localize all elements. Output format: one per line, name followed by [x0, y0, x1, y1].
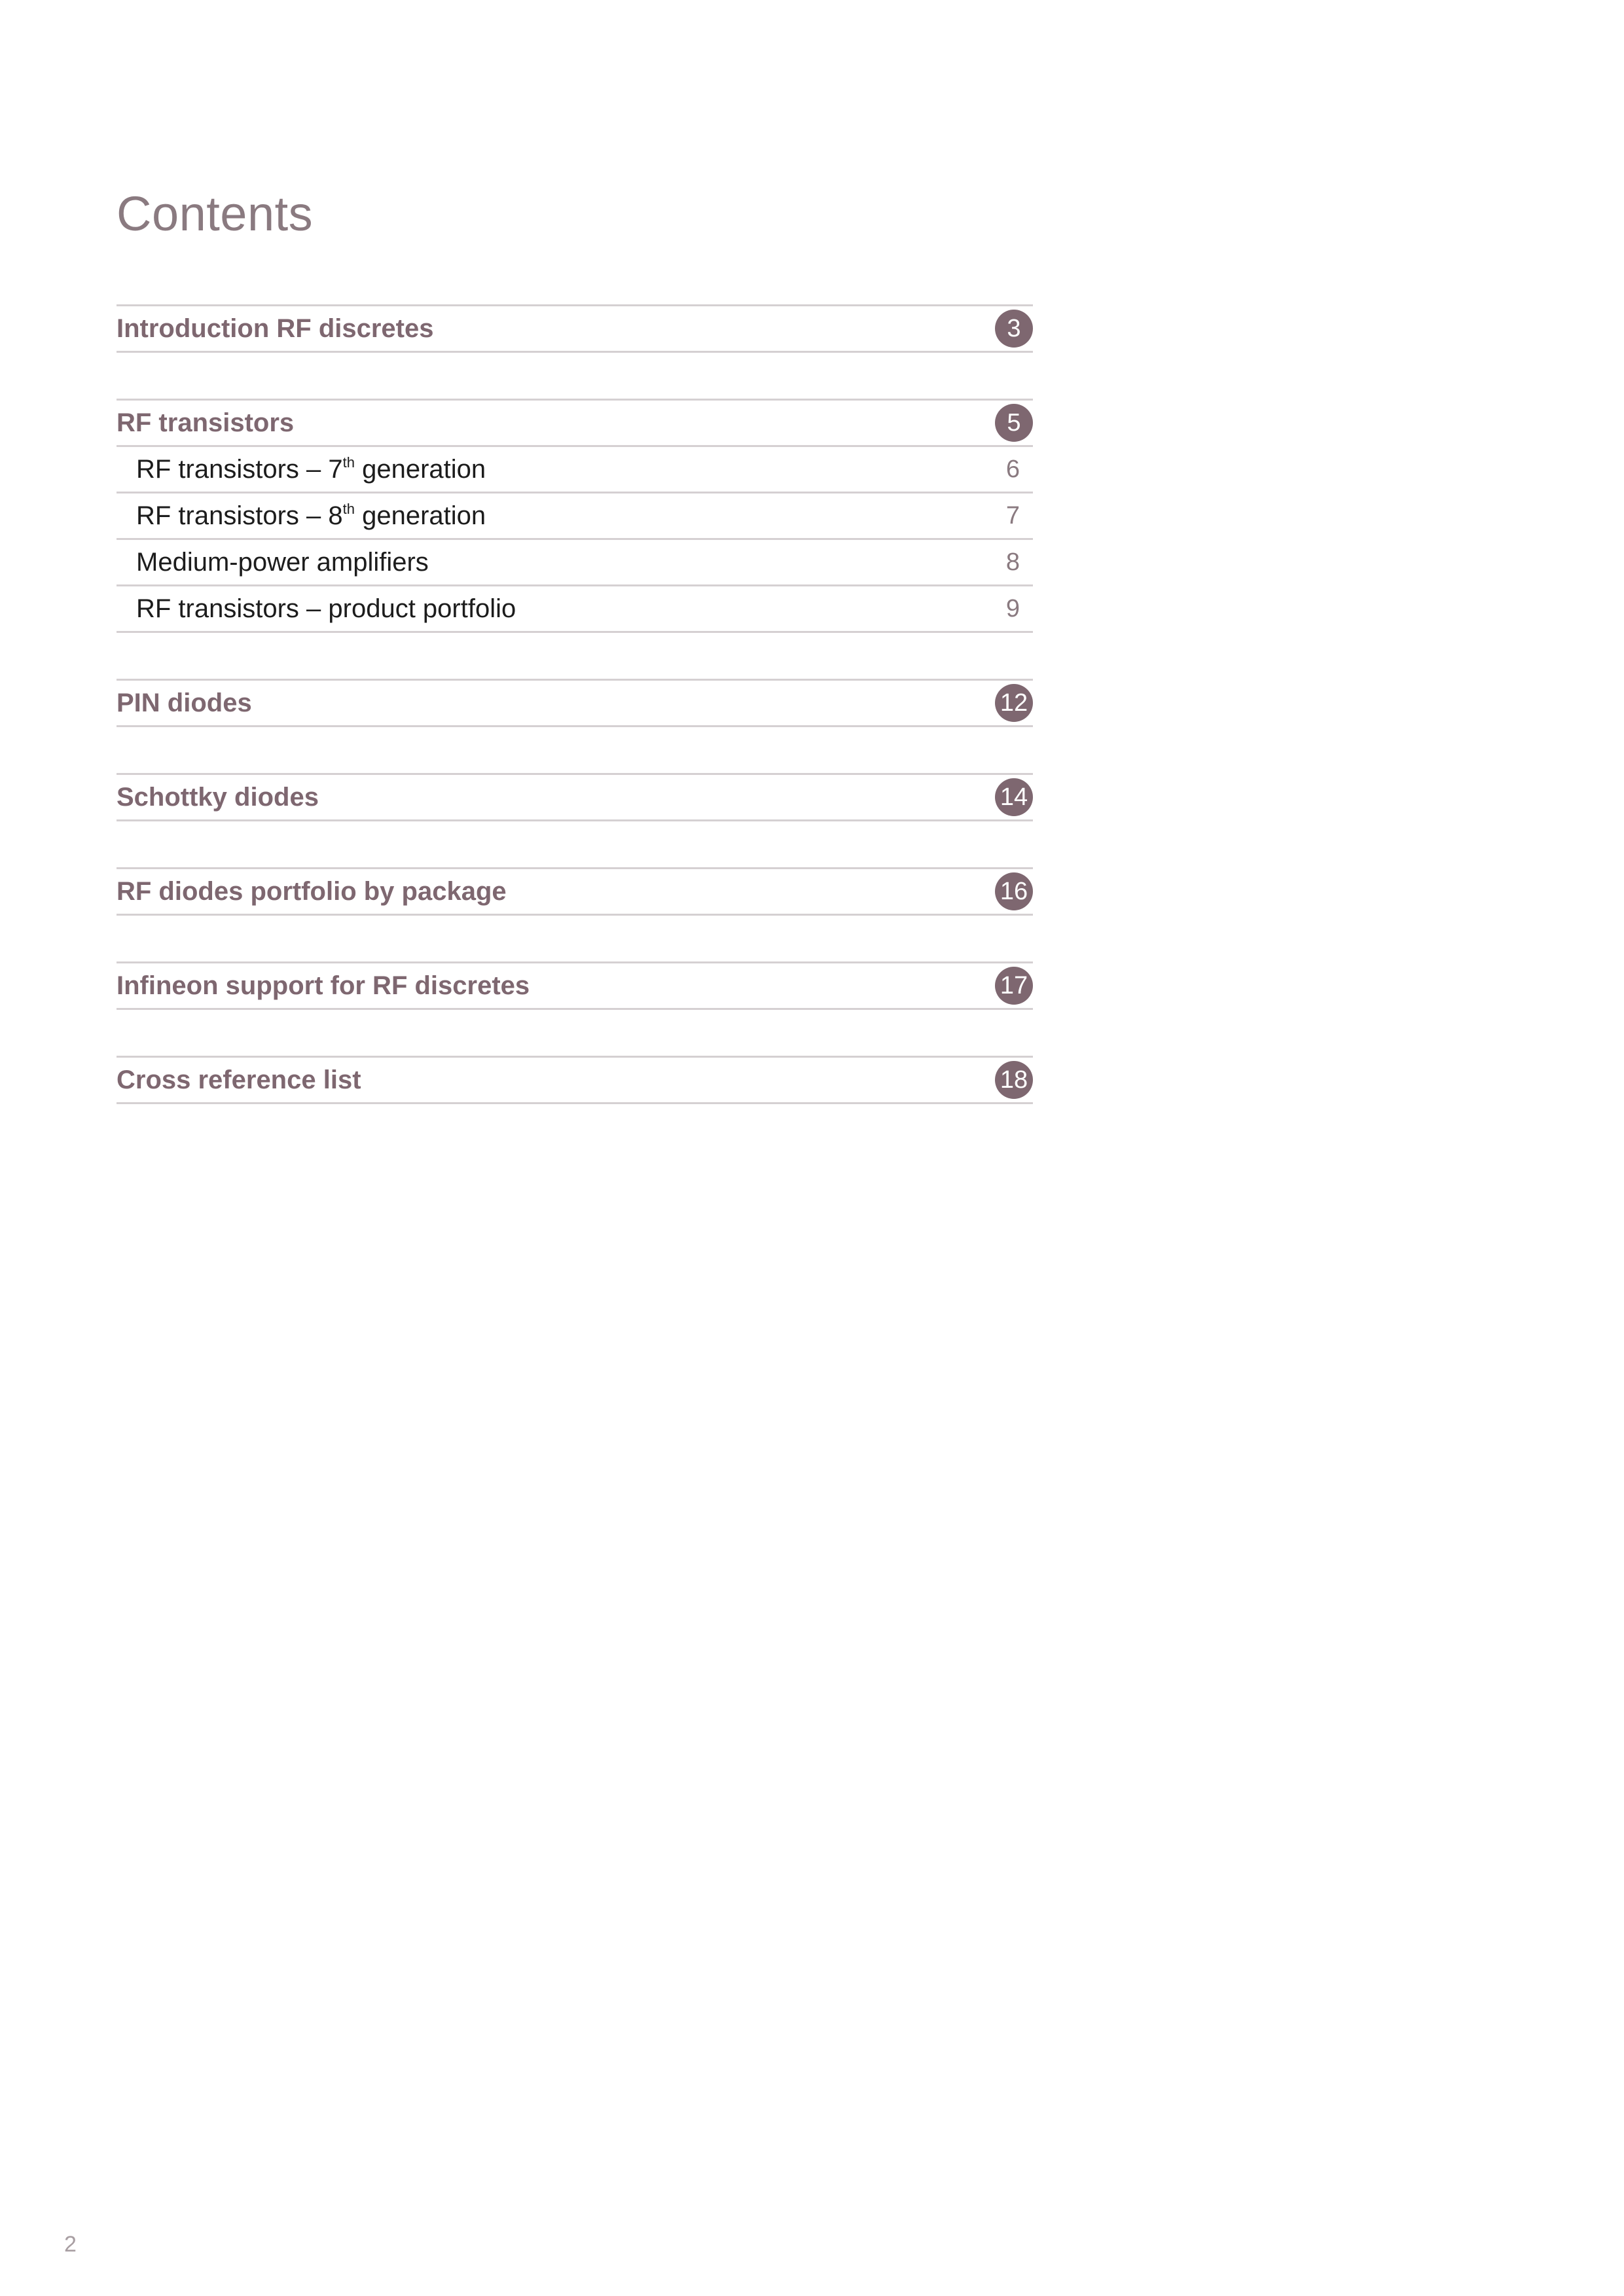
section-page-badge: 16 [995, 872, 1033, 910]
section-page-badge: 3 [995, 310, 1033, 348]
toc-group [117, 679, 1033, 727]
subitem-label: RF transistors – product portfolio [136, 594, 516, 623]
toc-subitem-7th-generation[interactable] [117, 445, 1033, 492]
section-label: RF transistors [117, 408, 295, 437]
toc-group [117, 773, 1033, 821]
toc-section-pin-diodes[interactable] [117, 679, 1033, 727]
subitem-page-number: 6 [1005, 456, 1020, 483]
section-page-badge: 14 [995, 778, 1033, 816]
section-label: Schottky diodes [117, 783, 319, 812]
subitem-label: RF transistors – 7th generation [136, 454, 486, 484]
toc-subitem-medium-power-amplifiers[interactable] [117, 538, 1033, 584]
toc-subitem-8th-generation[interactable] [117, 492, 1033, 538]
toc-group [117, 867, 1033, 916]
toc-section-cross-reference[interactable] [117, 1056, 1033, 1104]
subitem-label: RF transistors – 8th generation [136, 501, 486, 530]
section-page-badge: 5 [995, 404, 1033, 442]
toc-section-infineon-support[interactable] [117, 961, 1033, 1010]
section-label: RF diodes portfolio by package [117, 877, 507, 906]
section-label: Infineon support for RF discretes [117, 971, 530, 1000]
section-page-badge: 17 [995, 967, 1033, 1005]
toc-group [117, 1056, 1033, 1104]
table-of-contents [117, 304, 1033, 1150]
section-label: PIN diodes [117, 689, 252, 717]
subitem-page-number: 7 [1005, 502, 1020, 529]
toc-section-schottky-diodes[interactable] [117, 773, 1033, 821]
toc-subitem-product-portfolio[interactable] [117, 584, 1033, 633]
page-title: Contents [117, 187, 314, 241]
toc-section-rf-diodes-portfolio[interactable] [117, 867, 1033, 916]
toc-section-introduction[interactable] [117, 304, 1033, 353]
toc-section-rf-transistors[interactable] [117, 399, 1033, 445]
toc-group [117, 304, 1033, 353]
toc-group [117, 399, 1033, 633]
subitem-label: Medium-power amplifiers [136, 548, 429, 577]
section-label: Cross reference list [117, 1066, 361, 1094]
toc-group [117, 961, 1033, 1010]
subitem-page-number: 8 [1005, 548, 1020, 576]
section-label: Introduction RF discretes [117, 314, 434, 343]
subitem-page-number: 9 [1005, 595, 1020, 622]
footer-page-number: 2 [64, 2232, 77, 2257]
section-page-badge: 12 [995, 684, 1033, 722]
section-page-badge: 18 [995, 1061, 1033, 1099]
